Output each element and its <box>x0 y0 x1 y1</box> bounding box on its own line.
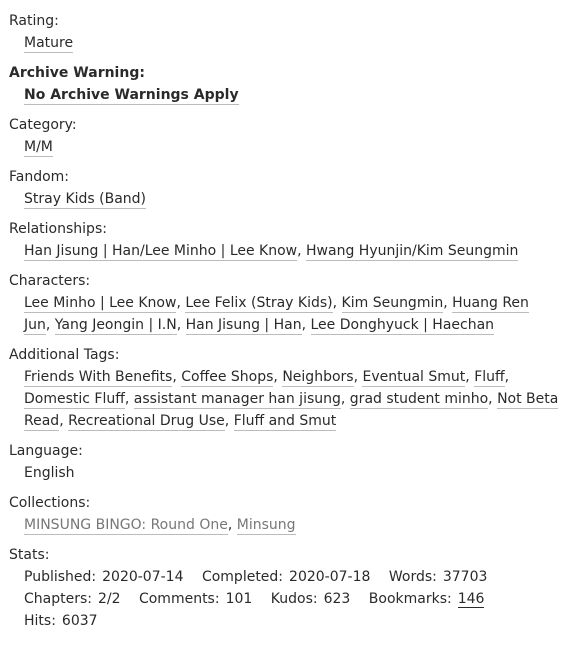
tag-separator: , <box>465 369 475 385</box>
character-tag[interactable]: Kim Seungmin <box>341 295 444 311</box>
character-tag[interactable]: Huang Ren Jun <box>24 295 529 333</box>
character-tag-item <box>186 317 311 335</box>
character-tag[interactable]: Lee Minho | Lee Know <box>24 295 177 311</box>
additional-tag-item <box>474 369 509 387</box>
additional-tag-item <box>181 369 282 387</box>
stats-line-2 <box>24 588 559 610</box>
words-label: Words: <box>388 569 437 585</box>
warning-label: Archive Warning: <box>9 65 145 81</box>
kudos-label: Kudos: <box>270 591 318 607</box>
tag-separator: , <box>172 369 182 385</box>
character-tag[interactable]: Yang Jeongin | I.N <box>54 317 177 333</box>
language-label: Language: <box>9 443 83 459</box>
characters-label: Characters: <box>9 273 91 289</box>
tag-separator: , <box>59 413 69 429</box>
published-label: Published: <box>24 569 97 585</box>
additional-tag[interactable]: Domestic Fluff <box>24 391 125 407</box>
tag-separator: , <box>45 317 55 333</box>
tag-separator: , <box>224 413 234 429</box>
bookmarks-link[interactable]: 146 <box>457 591 485 607</box>
relationship-tag-item <box>24 243 306 261</box>
additional-tag-item <box>24 391 134 409</box>
additional-tag-item <box>350 391 497 409</box>
character-tag[interactable]: Lee Felix (Stray Kids) <box>185 295 333 311</box>
additional-tag[interactable]: Neighbors <box>282 369 354 385</box>
additional-tag-item <box>68 413 234 431</box>
tag-separator: , <box>332 295 342 311</box>
collection-link-minsung[interactable]: Minsung <box>236 517 296 533</box>
words-value: 37703 <box>442 569 488 585</box>
relationship-tag[interactable]: Hwang Hyunjin/Kim Seungmin <box>306 243 519 259</box>
rating-label: Rating: <box>9 13 59 29</box>
rating-value-container <box>24 32 559 54</box>
additional-tag-item <box>282 369 362 387</box>
warning-tag[interactable]: No Archive Warnings Apply <box>24 87 239 103</box>
relationship-tag-item <box>306 243 518 261</box>
additional-tag[interactable]: Fluff and Smut <box>233 413 337 429</box>
tag-separator: , <box>488 391 498 407</box>
additional-tag[interactable]: assistant manager han jisung <box>133 391 341 407</box>
fandom-label: Fandom: <box>9 169 70 185</box>
collection-link-minsung-bingo[interactable]: MINSUNG BINGO: Round One <box>24 517 228 533</box>
character-tag[interactable]: Lee Donghyuck | Haechan <box>310 317 495 333</box>
comments-value: 101 <box>225 591 253 607</box>
additional-tags-list <box>24 366 559 432</box>
completed-value: 2020-07-18 <box>289 569 371 585</box>
stats-line-3 <box>24 610 559 632</box>
tag-separator: , <box>504 369 510 385</box>
fandom-value-container <box>24 188 559 210</box>
additional-tag-item <box>362 369 474 387</box>
character-tag-item <box>55 317 186 335</box>
chapters-label: Chapters: <box>24 591 92 607</box>
category-value-container <box>24 136 559 158</box>
relationship-tag[interactable]: Han Jisung | Han/Lee Minho | Lee Know <box>24 243 298 259</box>
category-label: Category: <box>9 117 77 133</box>
character-tag[interactable]: Han Jisung | Han <box>185 317 302 333</box>
stats-container <box>24 566 559 632</box>
relationships-label: Relationships: <box>9 221 107 237</box>
published-value: 2020-07-14 <box>102 569 184 585</box>
additional-tag[interactable]: Coffee Shops <box>181 369 274 385</box>
collection-separator: , <box>227 517 237 533</box>
work-meta-list <box>9 10 559 632</box>
bookmarks-label: Bookmarks: <box>368 591 452 607</box>
category-tag[interactable]: M/M <box>24 139 53 155</box>
character-tag-item <box>185 295 341 313</box>
additional-tag[interactable]: Fluff <box>474 369 505 385</box>
tag-separator: , <box>297 243 307 259</box>
tag-separator: , <box>273 369 283 385</box>
tag-separator: , <box>340 391 350 407</box>
completed-label: Completed: <box>201 569 284 585</box>
additional-tag-item <box>134 391 350 409</box>
character-tag-item <box>24 295 185 313</box>
chapters-value: 2/2 <box>97 591 121 607</box>
additional-tag[interactable]: grad student minho <box>349 391 489 407</box>
character-tag-item <box>311 317 495 335</box>
additional-tags-label: Additional Tags: <box>9 347 120 363</box>
hits-value: 6037 <box>61 613 98 629</box>
stats-label: Stats: <box>9 547 50 563</box>
language-value: English <box>24 465 75 481</box>
tag-separator: , <box>176 317 186 333</box>
additional-tag[interactable]: Recreational Drug Use <box>68 413 225 429</box>
additional-tag[interactable]: Eventual Smut <box>362 369 466 385</box>
fandom-tag[interactable]: Stray Kids (Band) <box>24 191 147 207</box>
character-tag-item <box>342 295 453 313</box>
tag-separator: , <box>124 391 134 407</box>
kudos-value: 623 <box>323 591 351 607</box>
tag-separator: , <box>353 369 363 385</box>
relationships-list <box>24 240 559 262</box>
additional-tag-item <box>234 413 337 431</box>
additional-tag-item <box>24 369 181 387</box>
collections-label: Collections: <box>9 495 91 511</box>
comments-label: Comments: <box>138 591 220 607</box>
tag-separator: , <box>443 295 453 311</box>
additional-tag[interactable]: Friends With Benefits <box>24 369 173 385</box>
characters-list <box>24 292 559 336</box>
rating-tag[interactable]: Mature <box>24 35 74 51</box>
stats-line-1 <box>24 566 559 588</box>
additional-tag[interactable]: Not Beta Read <box>24 391 559 429</box>
hits-label: Hits: <box>24 613 56 629</box>
warning-value-container <box>24 84 559 106</box>
tag-separator: , <box>301 317 311 333</box>
tag-separator: , <box>176 295 186 311</box>
collections-value-container <box>24 514 559 536</box>
